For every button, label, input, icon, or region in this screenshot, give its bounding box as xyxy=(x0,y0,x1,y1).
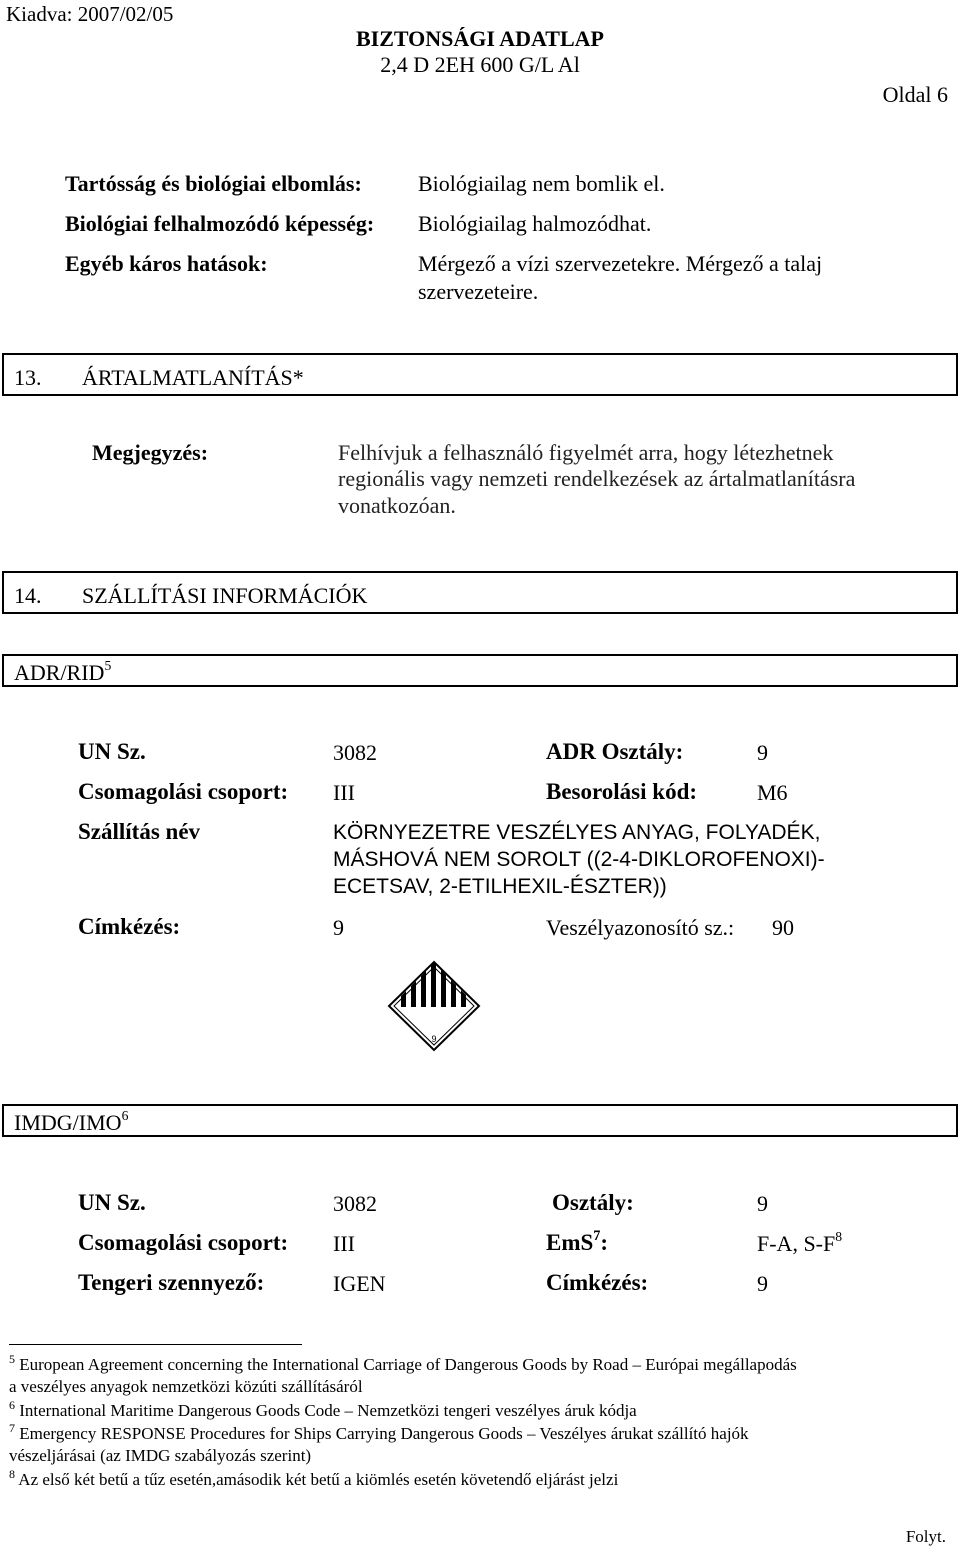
imdg-un-value: 3082 xyxy=(333,1191,377,1216)
note-line-1: Felhívjuk a felhasználó figyelmét arra, hogy létezhetnek xyxy=(338,440,834,465)
imdg-labelling-value: 9 xyxy=(757,1271,768,1296)
ems-label-text: EmS xyxy=(546,1230,594,1255)
adr-class-value: 9 xyxy=(757,740,768,765)
imdg-class-value: 9 xyxy=(757,1191,768,1216)
adr-labelling-value: 9 xyxy=(333,915,344,940)
imdg-marine-pollutant-label: Tengeri szennyező: xyxy=(78,1270,265,1295)
persistence-value: Biológiailag nem bomlik el. xyxy=(418,171,665,196)
section-14-header xyxy=(2,571,958,614)
note-line-3: vonatkozóan. xyxy=(338,493,456,518)
imdg-packing-group-value: III xyxy=(333,1231,355,1256)
note-line-2: regionális vagy nemzeti rendelkezések az ártalmatlanításra xyxy=(338,466,856,491)
other-effects-value-line1: Mérgező a vízi szervezetekre. Mérgező a talaj xyxy=(418,251,823,276)
document-title: BIZTONSÁGI ADATLAP xyxy=(356,26,604,51)
adr-packing-group-label: Csomagolási csoport: xyxy=(78,779,289,804)
other-effects-label: Egyéb káros hatások: xyxy=(65,251,268,276)
imdg-ems-value xyxy=(757,1231,842,1257)
adr-rid-heading-box xyxy=(2,654,958,687)
adr-shipping-name-line-3: ECETSAV, 2-ETILHEXIL-ÉSZTER)) xyxy=(333,875,667,898)
adr-shipping-name-line-1: KÖRNYEZETRE VESZÉLYES ANYAG, FOLYADÉK, xyxy=(333,821,821,844)
adr-shipping-name-line-2: MÁSHOVÁ NEM SOROLT ((2-4-DIKLOROFENOXI)- xyxy=(333,848,825,871)
footnote-5-line-2: a veszélyes anyagok nemzetközi közúti szállításáról xyxy=(9,1377,363,1396)
bioaccumulation-value: Biológiailag halmozódhat. xyxy=(418,211,652,236)
adr-shipping-name-label: Szállítás név xyxy=(78,819,201,844)
footnote-7-line-1: Emergency RESPONSE Procedures for Ships Carrying Dangerous Goods – Veszélyes árukat szállító hajók xyxy=(15,1424,749,1443)
ems-colon: : xyxy=(600,1230,609,1255)
adr-un-label: UN Sz. xyxy=(78,739,146,764)
footnote-7 xyxy=(9,1423,949,1467)
imdg-heading-box xyxy=(2,1104,958,1137)
footnote-6-number: 6 xyxy=(9,1398,15,1413)
bioaccumulation-label: Biológiai felhalmozódó képesség: xyxy=(65,211,375,236)
footnote-7-number: 7 xyxy=(9,1421,15,1436)
section-13-title: ÁRTALMATLANÍTÁS* xyxy=(82,365,304,390)
section-14-title: SZÁLLÍTÁSI INFORMÁCIÓK xyxy=(82,583,368,608)
adr-packing-group-value: III xyxy=(333,780,355,805)
adr-rid-heading-text: ADR/RID xyxy=(14,660,105,685)
adr-rid-heading xyxy=(14,660,111,686)
adr-class-label: ADR Osztály: xyxy=(546,739,684,764)
adr-rid-footnote-ref: 5 xyxy=(104,658,112,674)
ems-value-text: F-A, S-F xyxy=(757,1231,836,1256)
footnote-separator xyxy=(9,1344,302,1345)
adr-hazard-id-label: Veszélyazonosító sz.: xyxy=(546,915,735,940)
page-number: 6 xyxy=(937,82,948,107)
footnote-8 xyxy=(9,1469,949,1491)
footnote-6-line-1: International Maritime Dangerous Goods Code – Nemzetközi tengeri veszélyes áruk kódja xyxy=(15,1401,637,1420)
section-13-number: 13. xyxy=(14,365,42,390)
footnote-5-number: 5 xyxy=(9,1352,15,1367)
imdg-heading-text: IMDG/IMO xyxy=(14,1110,122,1135)
ems-value-footnote-ref: 8 xyxy=(835,1229,843,1245)
page-label: Oldal xyxy=(882,82,932,107)
product-name: 2,4 D 2EH 600 G/L Al xyxy=(380,52,580,77)
continued-marker: Folyt. xyxy=(905,1527,946,1546)
ems-footnote-ref: 7 xyxy=(593,1227,601,1244)
persistence-label: Tartósság és biológiai elbomlás: xyxy=(65,171,362,196)
footnote-5 xyxy=(9,1354,949,1398)
footnote-5-line-1: European Agreement concerning the International Carriage of Dangerous Goods by Road – Európai megállapodás xyxy=(15,1355,797,1374)
placard-number: 9 xyxy=(431,1034,437,1044)
class-9-hazard-placard-icon xyxy=(387,960,481,1052)
imdg-footnote-ref: 6 xyxy=(121,1108,129,1124)
footnote-7-line-2: vészeljárásai (az IMDG szabályozás szerint) xyxy=(9,1446,312,1465)
adr-un-value: 3082 xyxy=(333,740,377,765)
section-14-number: 14. xyxy=(14,583,42,608)
adr-hazard-id-value: 90 xyxy=(772,915,794,940)
footnote-8-line-1: Az első két betű a tűz esetén,amásodik két betű a kiömlés esetén követendő eljárást jelzi xyxy=(15,1470,619,1489)
issue-date: Kiadva: 2007/02/05 xyxy=(6,2,174,26)
imdg-labelling-label: Címkézés: xyxy=(546,1270,649,1295)
footnote-8-number: 8 xyxy=(9,1467,15,1482)
imdg-un-label: UN Sz. xyxy=(78,1190,146,1215)
page-indicator xyxy=(883,82,948,108)
adr-labelling-label: Címkézés: xyxy=(78,914,181,939)
section-13-header xyxy=(2,353,958,396)
imdg-heading xyxy=(14,1110,128,1136)
imdg-class-label: Osztály: xyxy=(552,1190,634,1215)
other-effects-value-line2: szervezeteire. xyxy=(418,279,539,304)
adr-classification-code-value: M6 xyxy=(757,780,788,805)
imdg-marine-pollutant-value: IGEN xyxy=(333,1271,386,1296)
imdg-packing-group-label: Csomagolási csoport: xyxy=(78,1230,289,1255)
imdg-ems-label xyxy=(546,1227,609,1256)
note-label: Megjegyzés: xyxy=(92,440,209,465)
adr-classification-code-label: Besorolási kód: xyxy=(546,779,698,804)
footnote-6 xyxy=(9,1400,949,1422)
